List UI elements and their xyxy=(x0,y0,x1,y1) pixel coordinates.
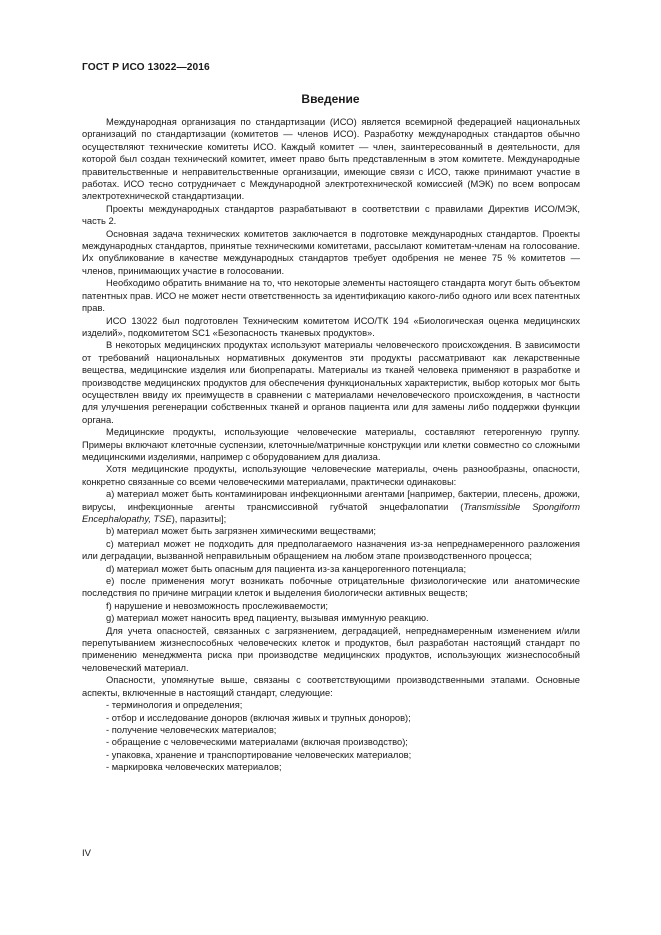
paragraph: Медицинские продукты, использующие человеческие материалы, составляют гетерогенную группу. Примеры включают клеточные суспензии, клеточные/матричные конструкции или клетки совместно со сложными медицинскими изделиями, например с оборудованием для диализа. xyxy=(82,427,580,462)
page-title: Введение xyxy=(301,92,360,106)
hazard-a-italic-term: Transmissible Spongiform Encephalopathy, TSE xyxy=(82,501,580,524)
paragraph: Проекты международных стандартов разрабатывают в соответствии с правилами Директив ИСО/МЭК, часть 2. xyxy=(82,203,580,227)
hazard-item: b) материал может быть загрязнен химическими веществами; xyxy=(106,526,377,537)
paragraph: Основная задача технических комитетов заключается в подготовке международных стандартов. Проекты международных стандартов, принятые техническими комитетами, рассылают комитетам-членам на голосование. Их опубликование в качестве международных стандартов требует одобрения не менее 75 % комитетов — членов, принимающих участие в голосовании. xyxy=(82,228,580,276)
paragraph: Хотя медицинские продукты, использующие человеческие материалы, очень разнообразны, опасности, конкретно связанные со всеми человеческими материалами, практически одинаковы: xyxy=(82,464,580,487)
hazard-a-text: а) материал может быть контаминирован инфекционными агентами [например, бактерии, плесень, дрожжи, вирусы, инфекционные агенты трансмиссивной губчатой энцефалопатии ( xyxy=(82,489,580,512)
hazard-item: g) материал может наносить вред пациенту, вызывая иммунную реакцию. xyxy=(106,613,429,624)
hazard-item: е) после применения могут возникать побочные отрицательные физиологические или анатомические последствия по причине миграции клеток и выделения биологически активных веществ; xyxy=(82,576,580,599)
aspect-item: - упаковка, хранение и транспортирование человеческих материалов; xyxy=(106,749,412,760)
paragraph: Опасности, упомянутые выше, связаны с соответствующими производственными этапами. Основные аспекты, включенные в настоящий стандарт, следующие: xyxy=(82,675,580,698)
aspect-item: - маркировка человеческих материалов; xyxy=(106,762,282,773)
paragraph: Для учета опасностей, связанных с загрязнением, деградацией, непреднамеренным изменением и/или перепутыванием жизнеспособных человеческих клеток и продуктов, был разработан настоящий стандарт по применению менеджмента риска при производстве медицинских продуктов, использующих жизнеспособный человеческий материал. xyxy=(82,625,580,673)
standard-header: ГОСТ Р ИСО 13022—2016 xyxy=(82,62,210,73)
page-number: IV xyxy=(82,848,91,859)
aspect-item: - обращение с человеческими материалами (включая производство); xyxy=(106,737,408,748)
paragraph: Необходимо обратить внимание на то, что некоторые элементы настоящего стандарта могут быть объектом патентных прав. ИСО не может нести ответственность за идентификацию какого-либо одного или всех патентных прав. xyxy=(82,278,580,314)
hazard-item: f) нарушение и невозможность прослеживаемости; xyxy=(106,600,329,611)
hazard-item: с) материал может не подходить для предполагаемого назначения из-за непреднамеренного разложения или деградации, вызванной неправильным обращением на любом этапе производственного процесса; xyxy=(82,538,580,562)
paragraph: Международная организация по стандартизации (ИСО) является всемирной федерацией национальных организаций по стандартизации (комитетов — членов ИСО). Разработку международных стандартов обычно осуществляют технические комитеты ИСО. Каждый комитет — член, заинтересованный в деятельности, для которой был создан технический комитет, имеет право быть представленным в этом комитете. Международные правительственные и неправительственные организации, имеющие связи с ИСО, также принимают участие в работах. ИСО тесно сотрудничает с Международной электротехнической комиссией (МЭК) по всем вопросам электротехнической стандартизации. xyxy=(82,117,580,202)
aspect-item: - получение человеческих материалов; xyxy=(106,724,277,735)
aspect-item: - терминология и определения; xyxy=(106,700,243,711)
hazard-a-tail: ), паразиты]; xyxy=(171,514,227,524)
body-text xyxy=(82,116,580,774)
hazard-item: d) материал может быть опасным для пациента из-за канцерогенного потенциала; xyxy=(106,563,467,574)
hazard-item-a xyxy=(82,488,580,525)
paragraph: В некоторых медицинских продуктах используют материалы человеческого происхождения. В зависимости от требований национальных нормативных документов эти продукты рассматривают как лекарственные вещества, медицинские изделия или биопрепараты. Материалы из тканей человека применяют в разработке и производстве медицинских продуктов для обеспечения функциональных характеристик, выбор которых мог быть осуществлен ввиду их преимуществ в сравнении с материалами нечеловеческого происхождения, в частности для улучшения регенерации собственных тканей и органов пациента или для замены либо поддержки функции органа. xyxy=(82,340,580,425)
paragraph: ИСО 13022 был подготовлен Техническим комитетом ИСО/ТК 194 «Биологическая оценка медицинских изделий», подкомитетом SC1 «Безопасность тканевых продуктов». xyxy=(82,315,580,338)
aspect-item: - отбор и исследование доноров (включая живых и трупных доноров); xyxy=(106,712,411,723)
